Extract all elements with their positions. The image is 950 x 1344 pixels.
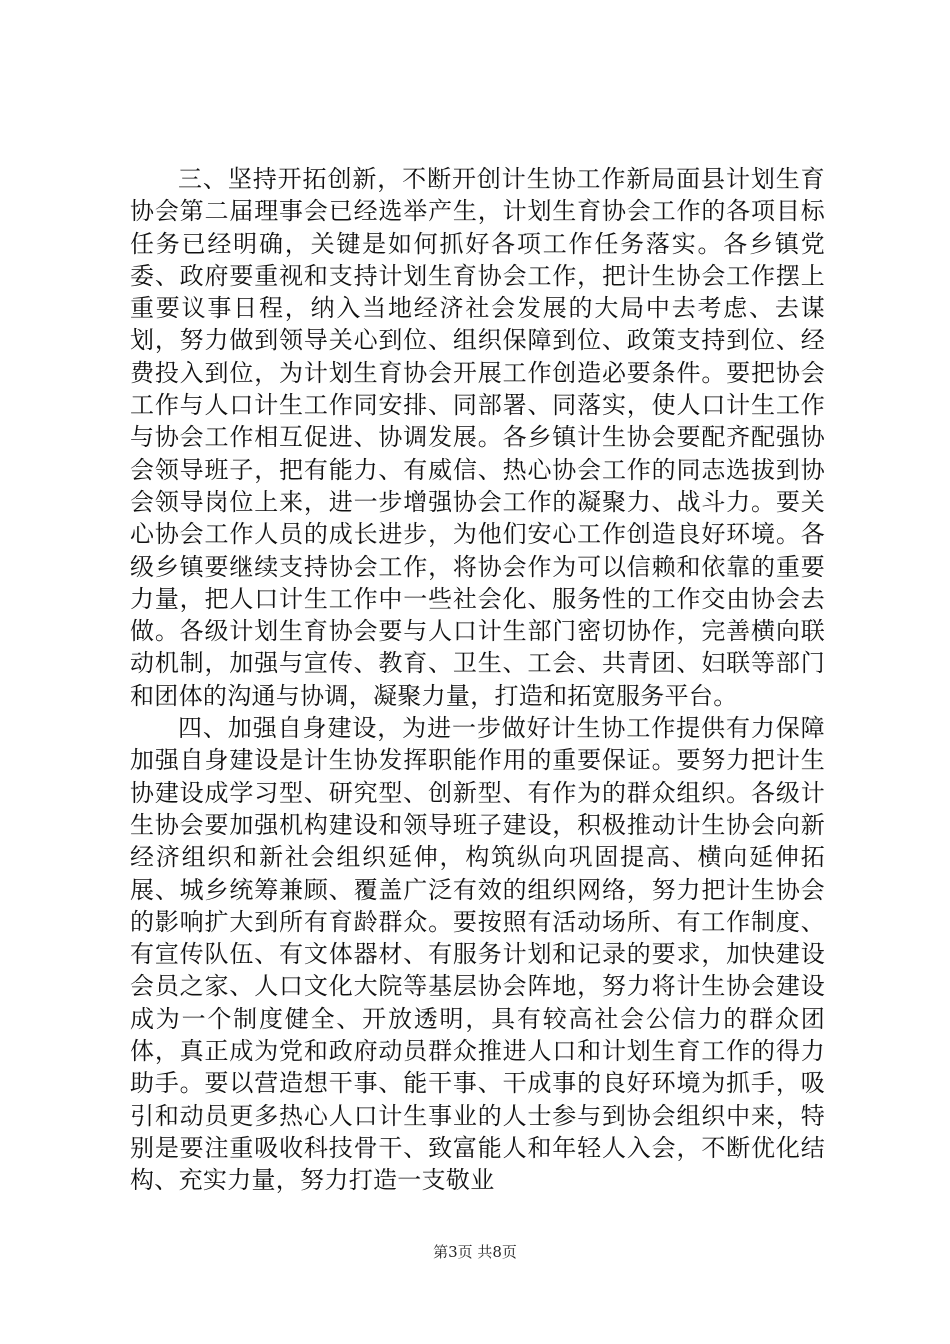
document-body bbox=[130, 163, 825, 1197]
page-footer bbox=[0, 1241, 950, 1262]
page-number: 第3页 共8页 bbox=[433, 1243, 517, 1261]
paragraph-4: 四、加强自身建设，为进一步做好计生协工作提供有力保障加强自身建设是计生协发挥职能作用的重要保证。要努力把计生协建设成学习型、研究型、创新型、有作为的群众组织。各级计生协会要加强机构建设和领导班子建设，积极推动计生协会向新经济组织和新社会组织延伸，构筑纵向巩固提高、横向延伸拓展、城乡统筹兼顾、覆盖广泛有效的组织网络，努力把计生协会的影响扩大到所有育龄群众。要按照有活动场所、有工作制度、有宣传队伍、有文体器材、有服务计划和记录的要求，加快建设会员之家、人口文化大院等基层协会阵地，努力将计生协会建设成为一个制度健全、开放透明，具有较高社会公信力的群众团体，真正成为党和政府动员群众推进人口和计划生育工作的得力助手。要以营造想干事、能干事、干成事的良好环境为抓手，吸引和动员更多热心人口计生事业的人士参与到协会组织中来，特别是要注重吸收科技骨干、致富能人和年轻人入会，不断优化结构、充实力量，努力打造一支敬业 bbox=[130, 714, 825, 1195]
paragraph-3: 三、坚持开拓创新，不断开创计生协工作新局面县计划生育协会第二届理事会已经选举产生，计划生育协会工作的各项目标任务已经明确，关键是如何抓好各项工作任务落实。各乡镇党委、政府要重视和支持计划生育协会工作，把计生协会工作摆上重要议事日程，纳入当地经济社会发展的大局中去考虑、去谋划，努力做到领导关心到位、组织保障到位、政策支持到位、经费投入到位，为计划生育协会开展工作创造必要条件。要把协会工作与人口计生工作同安排、同部署、同落实，使人口计生工作与协会工作相互促进、协调发展。各乡镇计生协会要配齐配强协会领导班子，把有能力、有威信、热心协会工作的同志选拔到协会领导岗位上来，进一步增强协会工作的凝聚力、战斗力。要关心协会工作人员的成长进步，为他们安心工作创造良好环境。各级乡镇要继续支持协会工作，将协会作为可以信赖和依靠的重要力量，把人口计生工作中一些社会化、服务性的工作交由协会去做。各级计划生育协会要与人口计生部门密切协作，完善横向联动机制，加强与宣传、教育、卫生、工会、共青团、妇联等部门和团体的沟通与协调，凝聚力量，打造和拓宽服务平台。 bbox=[130, 165, 825, 710]
